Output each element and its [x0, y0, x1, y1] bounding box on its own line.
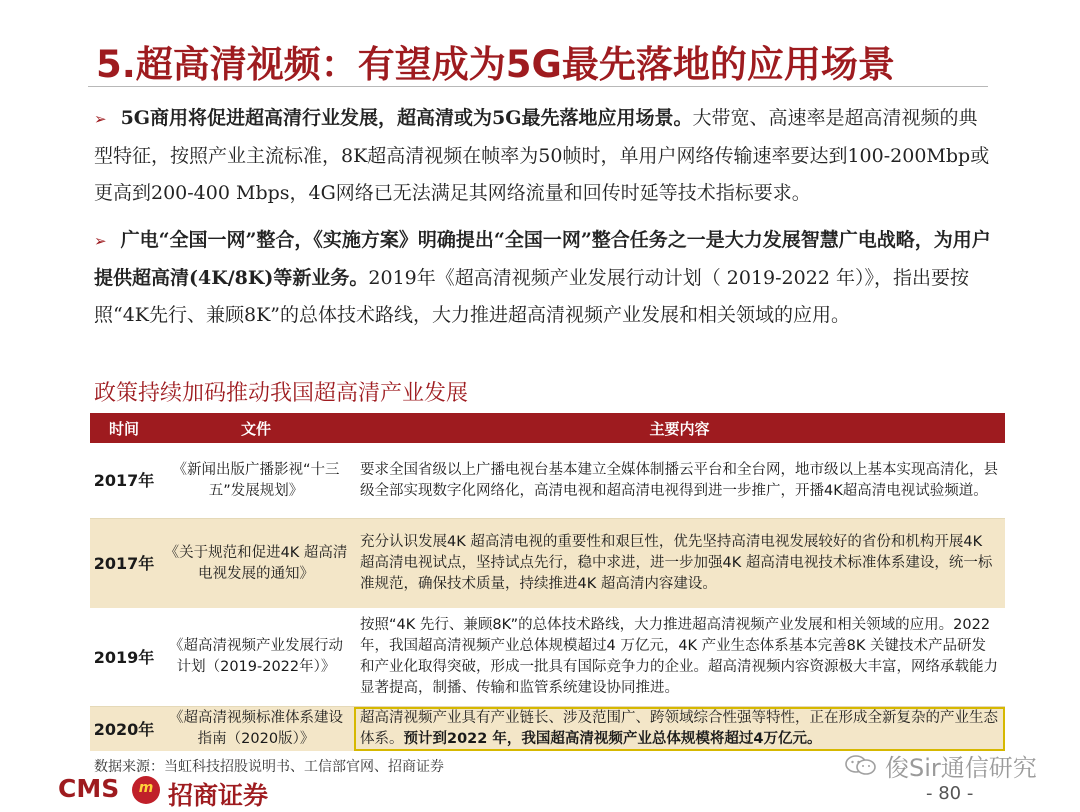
table-row	[90, 443, 1005, 519]
wechat-watermark: 俊Sir通信研究	[885, 754, 1037, 782]
row-year: 2017年	[90, 443, 158, 519]
policy-table	[90, 413, 1005, 751]
row-document: 《超高清视频产业发展行动计划（2019-2022年）》	[158, 608, 354, 707]
paragraph-1-text: 大带宽、高速率是超高清视频的典型特征，按照产业主流标准，8K超高清视频在帧率为50帧时，单用户网络传输速率要达到100-200Mbp或更高到200-400 Mbps，4G网络已无法满足其网络流量和回传时延等技术指标要求。	[94, 107, 990, 204]
row-content: 要求全国省级以上广播电视台基本建立全媒体制播云平台和全台网，地市级以上基本实现高清化，县级全部实现数字化网络化，高清电视和超高清电视得到进一步推广，开播4K超高清电视试验频道。	[354, 443, 1005, 519]
paragraph-2-text: 2019年《超高清视频产业发展行动计划（ 2019-2022 年）》，指出要按照“4K先行、兼顾8K”的总体技术路线，大力推进超高清视频产业发展和相关领域的应用。	[94, 267, 969, 326]
wechat-icon	[844, 754, 878, 776]
table-row	[90, 519, 1005, 609]
paragraph-2	[94, 222, 994, 334]
paragraph-2-bold: 广电“全国一网”整合，《实施方案》明确提出“全国一网”整合任务之一是大力发展智慧广电战略，为用户提供超高清(4K/8K)等新业务。	[94, 229, 991, 289]
row-content-highlighted	[354, 707, 1005, 752]
row-content-bold: 预计到2022 年，我国超高清视频产业总体规模将超过4万亿元。	[403, 731, 822, 747]
brand-name: 招商证券	[168, 781, 269, 810]
paragraph-1-bold: 5G商用将促进超高清行业发展，超高清或为5G最先落地应用场景。	[120, 107, 693, 129]
brand-logo-text: CMS	[58, 774, 120, 803]
page-title: 5.超高清视频：有望成为5G最先落地的应用场景	[96, 43, 895, 86]
row-year: 2020年	[90, 707, 158, 752]
brand-logo-icon: m	[132, 776, 160, 804]
header-content: 主要内容	[354, 413, 1005, 443]
data-source: 数据来源：当虹科技招股说明书、工信部官网、招商证券	[94, 759, 444, 775]
header-time: 时间	[90, 413, 158, 443]
bullet-arrow-icon: ➢	[94, 232, 107, 250]
bullet-arrow-icon: ➢	[94, 110, 107, 128]
table-header-row	[90, 413, 1005, 443]
row-content: 充分认识发展4K 超高清电视的重要性和艰巨性，优先坚持高清电视发展较好的省份和机构开展4K 超高清电视试点，坚持试点先行，稳中求进，进一步加强4K 超高清电视技术标准体系建设，统一标准规范，确保技术质量，持续推进4K 超高清内容建设。	[354, 519, 1005, 609]
row-year: 2019年	[90, 608, 158, 707]
table-title: 政策持续加码推动我国超高清产业发展	[94, 381, 469, 406]
row-document: 《关于规范和促进4K 超高清电视发展的通知》	[158, 519, 354, 609]
row-document: 《超高清视频标准体系建设指南（2020版）》	[158, 707, 354, 752]
row-year: 2017年	[90, 519, 158, 609]
table-row	[90, 707, 1005, 752]
page-number: - 80 -	[926, 783, 974, 804]
paragraph-1	[94, 100, 994, 212]
row-document: 《新闻出版广播影视“十三五”发展规划》	[158, 443, 354, 519]
header-document: 文件	[158, 413, 354, 443]
table-row	[90, 608, 1005, 707]
row-content-text: 超高清视频产业具有产业链长、涉及范围广、跨领域综合性强等特性，正在形成全新复杂的产业生态体系。	[360, 710, 998, 747]
row-content: 按照“4K 先行、兼顾8K”的总体技术路线，大力推进超高清视频产业发展和相关领域的应用。2022 年，我国超高清视频产业总体规模超过4 万亿元，4K 产业生态体系基本完善8K 关键技术产品研发和产业化取得突破，形成一批具有国际竞争力的企业。超高清视频内容资源极大丰富，网络承载能力显著提高，制播、传输和监管系统建设协同推进。	[354, 608, 1005, 707]
title-divider	[88, 86, 988, 87]
